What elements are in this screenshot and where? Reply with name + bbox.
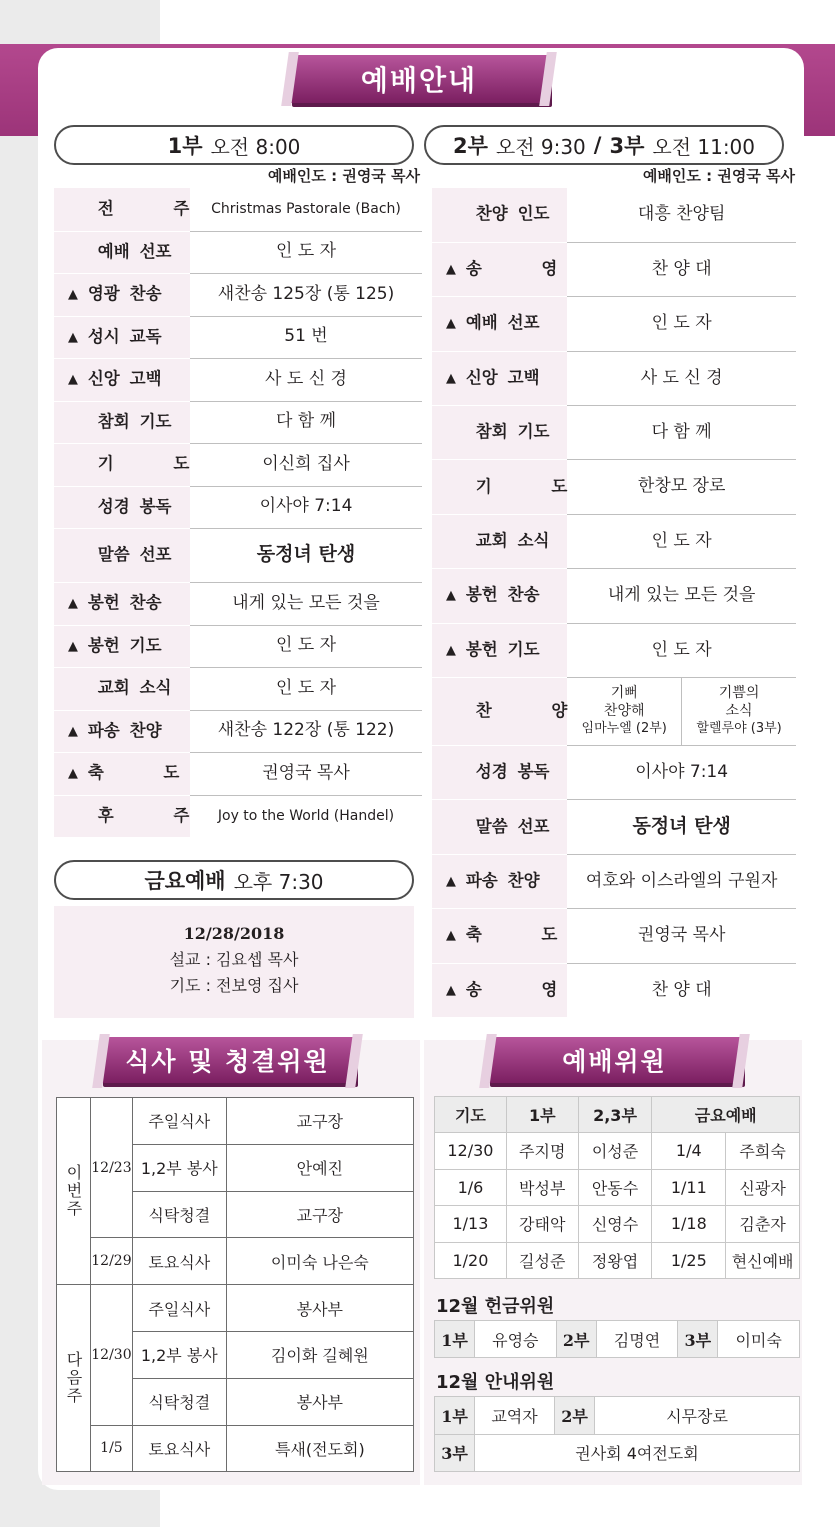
service1-row	[54, 273, 422, 316]
usher-k3: 3부	[435, 1434, 475, 1472]
service1-row-label: ▲ 신앙 고백	[54, 358, 190, 401]
friday-time: 오후 7:30	[233, 869, 324, 894]
meal-task: 토요식사	[132, 1425, 226, 1472]
usher-title: 12월 안내위원	[436, 1372, 555, 1393]
service1-row-label: 기 도	[54, 443, 190, 486]
choir-right-l3-wrap	[682, 720, 796, 738]
service1-row	[54, 486, 422, 528]
service1-row-label: 참회 기도	[54, 401, 190, 443]
service1-row-label: 후 주	[54, 795, 190, 837]
worship-cell: 정왕엽	[578, 1242, 652, 1279]
choir-right-l2: 소식	[725, 702, 753, 719]
service23-row-label: ▲ 파송 찬양	[432, 854, 567, 908]
worship-cell: 이성준	[578, 1133, 652, 1170]
service23-row	[432, 963, 796, 1017]
usher-v2: 시무장로	[595, 1397, 800, 1435]
service23-order-table	[432, 188, 796, 1017]
service1-row-label: ▲ 성시 교독	[54, 316, 190, 358]
service1-leader: 예배인도 : 권영국 목사	[267, 167, 420, 185]
meal-person: 특새(전도회)	[226, 1425, 413, 1472]
service23-choir-row	[432, 678, 796, 746]
worship-cell: 1/25	[652, 1242, 726, 1279]
meal-task: 식탁청결	[132, 1378, 226, 1425]
service1-row-label: ▲ 영광 찬송	[54, 273, 190, 316]
service1-row-value: 권영국 목사	[190, 752, 422, 795]
service1-row-value: 새찬송 122장 (통 122)	[190, 710, 422, 752]
meal-person: 교구장	[226, 1098, 413, 1145]
worship-header: 금요예배	[652, 1097, 800, 1133]
service1-row	[54, 625, 422, 667]
worship-cell: 신영수	[578, 1206, 652, 1243]
service23-row-value: 찬 양 대	[567, 242, 796, 296]
service1-row	[54, 667, 422, 710]
service23-row-label: 기 도	[432, 460, 567, 514]
worship-row	[435, 1133, 800, 1170]
worship-cell: 길성준	[506, 1242, 578, 1279]
service1-name: 1부	[167, 134, 203, 158]
meal-table	[56, 1097, 414, 1472]
worship-cell: 12/30	[435, 1133, 507, 1170]
service23-row	[432, 351, 796, 405]
service1-row-value: 다 함 께	[190, 401, 422, 443]
service1-row	[54, 710, 422, 752]
worship-row	[435, 1242, 800, 1279]
usher-table	[434, 1396, 800, 1472]
worship-cell: 안동수	[578, 1169, 652, 1206]
meal-person: 안예진	[226, 1144, 413, 1191]
friday-date: 12/28/2018	[183, 924, 285, 943]
offering-k3: 3부	[678, 1321, 718, 1358]
offering-v3: 이미숙	[718, 1321, 800, 1358]
meal-person: 봉사부	[226, 1285, 413, 1332]
service1-row	[54, 188, 422, 231]
service1-row-value: 인 도 자	[190, 667, 422, 710]
service1-row	[54, 528, 422, 582]
usher-k2: 2부	[555, 1397, 595, 1435]
service23-row	[432, 800, 796, 854]
service23-row-value: 찬 양 대	[651, 979, 712, 1000]
worship-cell: 현신예배	[726, 1242, 800, 1279]
meal-task: 식탁청결	[132, 1191, 226, 1238]
service23-row	[432, 242, 796, 296]
service1-row	[54, 316, 422, 358]
service1-header	[54, 125, 414, 165]
service23-row-label: ▲ 봉헌 기도	[432, 623, 567, 677]
offering-v1: 유영승	[475, 1321, 557, 1358]
offering-k2: 2부	[556, 1321, 596, 1358]
service3-time: 오전 11:00	[652, 134, 756, 159]
service23-row	[432, 909, 796, 963]
meal-task: 주일식사	[132, 1098, 226, 1145]
service1-row-value: 이사야 7:14	[190, 486, 422, 528]
meal-task: 1,2부 봉사	[132, 1331, 226, 1378]
meal-task: 토요식사	[132, 1238, 226, 1285]
service23-row-value: 다 함 께	[567, 406, 796, 460]
service23-row-value: 인 도 자	[567, 297, 796, 351]
usher-k1: 1부	[435, 1397, 475, 1435]
worship-header: 2,3부	[578, 1097, 652, 1133]
service2-name: 2부	[452, 134, 488, 158]
service1-row-value: 내게 있는 모든 것을	[190, 582, 422, 625]
meal-person: 봉사부	[226, 1378, 413, 1425]
service23-row-value: 동정녀 탄생	[567, 800, 796, 854]
friday-header	[54, 860, 414, 900]
service23-row-label: ▲ 축 도	[432, 909, 567, 963]
service23-row-label: 말씀 선포	[432, 800, 567, 854]
service23-row-label: ▲ 송 영	[432, 242, 567, 296]
service1-row-value: Christmas Pastorale (Bach)	[190, 188, 422, 231]
friday-box	[54, 906, 414, 1018]
service23-row-label: ▲ 예배 선포	[432, 297, 567, 351]
service1-order-table	[54, 188, 422, 837]
choir-right-l3: 할렐루야 (3부)	[696, 721, 782, 737]
offering-k1: 1부	[435, 1321, 475, 1358]
worship-title: 예배위원	[487, 1037, 742, 1083]
meal-person: 김이화 길혜원	[226, 1331, 413, 1378]
service23-row-value: 한창모 장로	[567, 460, 796, 514]
choir-left-l1: 기뻐	[610, 685, 638, 702]
service23-row-value: 여호와 이스라엘의 구원자	[567, 854, 796, 908]
worship-cell: 1/20	[435, 1242, 507, 1279]
worship-cell: 김춘자	[726, 1206, 800, 1243]
service23-row-value: 인 도 자	[567, 514, 796, 568]
worship-cell: 주희숙	[726, 1133, 800, 1170]
service1-row-label: ▲ 봉헌 찬송	[54, 582, 190, 625]
service23-row	[432, 854, 796, 908]
service23-row-value: 내게 있는 모든 것을	[567, 569, 796, 623]
meal-title: 식사 및 청결위원	[100, 1037, 355, 1083]
service1-row-value: 사 도 신 경	[190, 358, 422, 401]
service23-row-value: 인 도 자	[567, 623, 796, 677]
usher-v1: 교역자	[475, 1397, 555, 1435]
meal-row	[57, 1098, 414, 1145]
service23-row-label: ▲ 송 영	[432, 963, 567, 1017]
service1-row-label: 전 주	[54, 188, 190, 231]
service23-row-value: 권영국 목사	[567, 909, 796, 963]
service23-row-label: 참회 기도	[432, 406, 567, 460]
service23-row-label: ▲ 신앙 고백	[432, 351, 567, 405]
meal-row	[57, 1285, 414, 1332]
service23-row-label: ▲ 봉헌 찬송	[432, 569, 567, 623]
service23-row	[432, 406, 796, 460]
meal-task: 주일식사	[132, 1285, 226, 1332]
service1-row	[54, 401, 422, 443]
service1-row-value: Joy to the World (Handel)	[217, 808, 395, 825]
service1-row-label: 말씀 선포	[54, 528, 190, 582]
choir-left-l3-wrap	[567, 720, 681, 738]
service23-row-label: 성경 봉독	[432, 746, 567, 800]
worship-cell: 1/6	[435, 1169, 507, 1206]
service1-row-label: ▲ 축 도	[54, 752, 190, 795]
service23-choir-label: 찬 양	[432, 678, 567, 746]
service23-row	[432, 297, 796, 351]
service23-row-value: 대흥 찬양팀	[567, 188, 796, 242]
worship-header: 기도	[435, 1097, 507, 1133]
meal-task: 1,2부 봉사	[132, 1144, 226, 1191]
choir-right-l1: 기쁨의	[718, 685, 760, 702]
service1-row-value: 동정녀 탄생	[190, 528, 422, 582]
page-title: 예배안내	[289, 55, 549, 103]
service1-row-value: 이신희 집사	[190, 443, 422, 486]
worship-cell: 신광자	[726, 1169, 800, 1206]
service1-row	[54, 443, 422, 486]
worship-cell: 1/13	[435, 1206, 507, 1243]
meal-date: 12/23	[90, 1098, 132, 1238]
worship-row	[435, 1169, 800, 1206]
worship-cell: 강태악	[506, 1206, 578, 1243]
worship-header: 1부	[506, 1097, 578, 1133]
friday-prayer: 기도 : 전보영 집사	[169, 975, 299, 995]
choir-left-l3: 임마누엘 (2부)	[581, 721, 667, 737]
offering-table	[434, 1320, 800, 1358]
service23-row-value: 이사야 7:14	[567, 746, 796, 800]
service1-row-value: 인 도 자	[190, 231, 422, 273]
offering-v2: 김명연	[596, 1321, 678, 1358]
service1-row-value: 새찬송 125장 (통 125)	[190, 273, 422, 316]
usher-v3: 권사회 4여전도회	[475, 1434, 800, 1472]
service1-row-label: 교회 소식	[54, 667, 190, 710]
service-slash: /	[593, 133, 602, 157]
offering-title: 12월 헌금위원	[436, 1296, 555, 1317]
service2-time: 오전 9:30	[495, 134, 586, 159]
meal-date: 1/5	[90, 1425, 132, 1472]
service1-time: 오전 8:00	[210, 134, 301, 159]
service1-row-label: 성경 봉독	[54, 486, 190, 528]
service23-row	[432, 569, 796, 623]
service23-row	[432, 460, 796, 514]
service1-row-label: ▲ 봉헌 기도	[54, 625, 190, 667]
service23-row	[432, 746, 796, 800]
worship-row	[435, 1206, 800, 1243]
worship-cell: 1/4	[652, 1133, 726, 1170]
service1-row	[54, 358, 422, 401]
worship-cell: 1/11	[652, 1169, 726, 1206]
meal-row	[57, 1238, 414, 1285]
service1-row	[54, 231, 422, 273]
service3-name: 3부	[609, 134, 645, 158]
service23-row-label: 교회 소식	[432, 514, 567, 568]
service1-row	[54, 795, 422, 837]
service1-row-label: ▲ 파송 찬양	[54, 710, 190, 752]
friday-name: 금요예배	[144, 869, 226, 893]
service1-row-label: 예배 선포	[54, 231, 190, 273]
service23-row	[432, 188, 796, 242]
next-week-label: 다음주	[57, 1285, 91, 1472]
service23-leader: 예배인도 : 권영국 목사	[642, 167, 795, 185]
service23-row	[432, 514, 796, 568]
choir-left-l2: 찬양해	[603, 702, 645, 719]
worship-cell: 박성부	[506, 1169, 578, 1206]
meal-person: 이미숙 나은숙	[226, 1238, 413, 1285]
friday-sermon: 설교 : 김요셉 목사	[169, 950, 299, 969]
meal-date: 12/30	[90, 1285, 132, 1425]
worship-header-row	[435, 1097, 800, 1133]
choir-right	[682, 678, 796, 746]
service1-row	[54, 582, 422, 625]
service23-header	[424, 125, 784, 165]
worship-cell: 주지명	[506, 1133, 578, 1170]
this-week-label: 이번주	[57, 1098, 91, 1285]
service23-row-label: 찬양 인도	[432, 188, 567, 242]
worship-table	[434, 1096, 800, 1279]
service1-row	[54, 752, 422, 795]
meal-row	[57, 1425, 414, 1472]
service1-row-value: 인 도 자	[190, 625, 422, 667]
service23-row	[432, 623, 796, 677]
worship-cell: 1/18	[652, 1206, 726, 1243]
meal-date: 12/29	[90, 1238, 132, 1285]
service23-row-value: 사 도 신 경	[567, 351, 796, 405]
meal-person: 교구장	[226, 1191, 413, 1238]
service1-row-value: 51 번	[190, 316, 422, 358]
choir-left	[567, 678, 681, 746]
